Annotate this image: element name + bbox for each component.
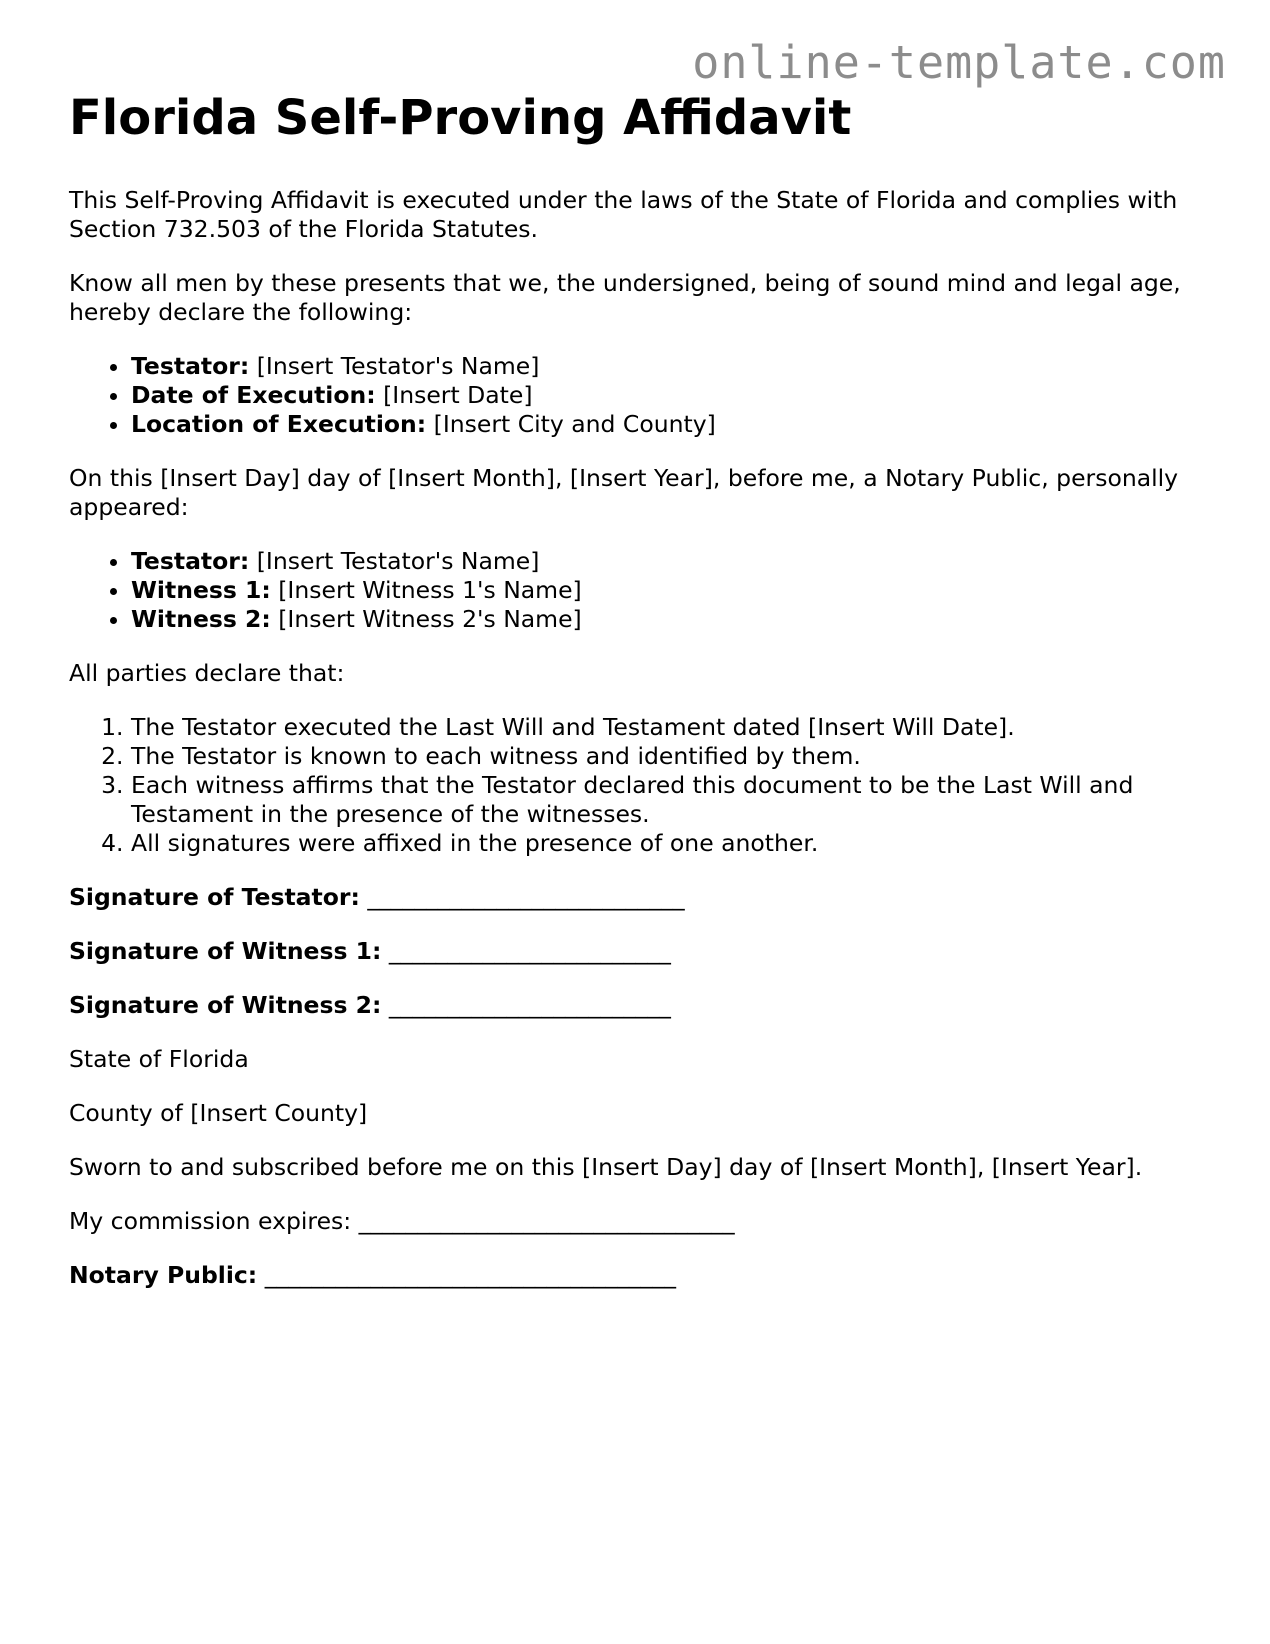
list-item: 1. The Testator executed the Last Will and Testament dated [Insert Will Date]. [131, 713, 1204, 742]
sworn-paragraph: Sworn to and subscribed before me on this [Insert Day] day of [Insert Month], [Insert Year]. [69, 1153, 1143, 1181]
field-value: [Insert City and County] [426, 410, 716, 438]
signature-label: Signature of Witness 1: [69, 937, 382, 965]
witness1-signature-line [69, 937, 1204, 966]
list-item [131, 547, 1204, 576]
list-item [131, 576, 1204, 605]
field-label: Testator: [131, 352, 250, 380]
state-line: State of Florida [69, 1045, 249, 1073]
execution-details-list [69, 352, 1204, 439]
appearance-paragraph: On this [Insert Day] day of [Insert Month], [Insert Year], before me, a Notary Public, personally appeared: [69, 464, 1179, 521]
county-line: County of [Insert County] [69, 1099, 368, 1127]
signature-blank[interactable]: ________________________ [381, 937, 671, 965]
testator-signature-line [69, 883, 1204, 912]
declare-intro: All parties declare that: [69, 659, 345, 687]
list-item [131, 410, 1204, 439]
field-value: [Insert Testator's Name] [249, 352, 540, 380]
commission-blank[interactable]: ________________________________ [351, 1207, 735, 1235]
watermark: online-template.com [692, 36, 1226, 89]
witness2-signature-line [69, 991, 1204, 1020]
signature-label: Signature of Witness 2: [69, 991, 382, 1019]
signature-blank[interactable]: ___________________________ [359, 883, 685, 911]
document-title: Florida Self-Proving Affidavit [69, 90, 852, 146]
declarations-list [69, 713, 1204, 858]
list-item: 3. Each witness affirms that the Testator declared this document to be the Last Will and Testament in the presence of the witnesses. [131, 771, 1204, 829]
list-item [131, 381, 1204, 410]
field-value: [Insert Witness 1's Name] [270, 576, 582, 604]
commission-label: My commission expires: [69, 1207, 352, 1235]
field-label: Witness 2: [131, 605, 271, 633]
intro-paragraph: This Self-Proving Affidavit is executed under the laws of the State of Florida and complies with Section 732.503 of the Florida Statutes. [69, 186, 1178, 243]
notary-signature-line [69, 1261, 1204, 1290]
field-value: [Insert Witness 2's Name] [270, 605, 582, 633]
field-value: [Insert Testator's Name] [249, 547, 540, 575]
field-value: [Insert Date] [375, 381, 533, 409]
signature-blank[interactable]: ________________________ [381, 991, 671, 1019]
declaration-paragraph: Know all men by these presents that we, the undersigned, being of sound mind and legal age, hereby declare the following: [69, 269, 1181, 326]
notary-label: Notary Public: [69, 1261, 258, 1289]
field-label: Date of Execution: [131, 381, 376, 409]
list-item [131, 352, 1204, 381]
parties-list [69, 547, 1204, 634]
list-item: 4. All signatures were affixed in the presence of one another. [131, 829, 1204, 858]
commission-expires-line [69, 1207, 1204, 1236]
field-label: Witness 1: [131, 576, 271, 604]
field-label: Location of Execution: [131, 410, 427, 438]
signature-label: Signature of Testator: [69, 883, 360, 911]
field-label: Testator: [131, 547, 250, 575]
notary-blank[interactable]: ___________________________________ [257, 1261, 676, 1289]
document [69, 90, 1204, 1315]
list-item [131, 605, 1204, 634]
list-item: 2. The Testator is known to each witness and identified by them. [131, 742, 1204, 771]
